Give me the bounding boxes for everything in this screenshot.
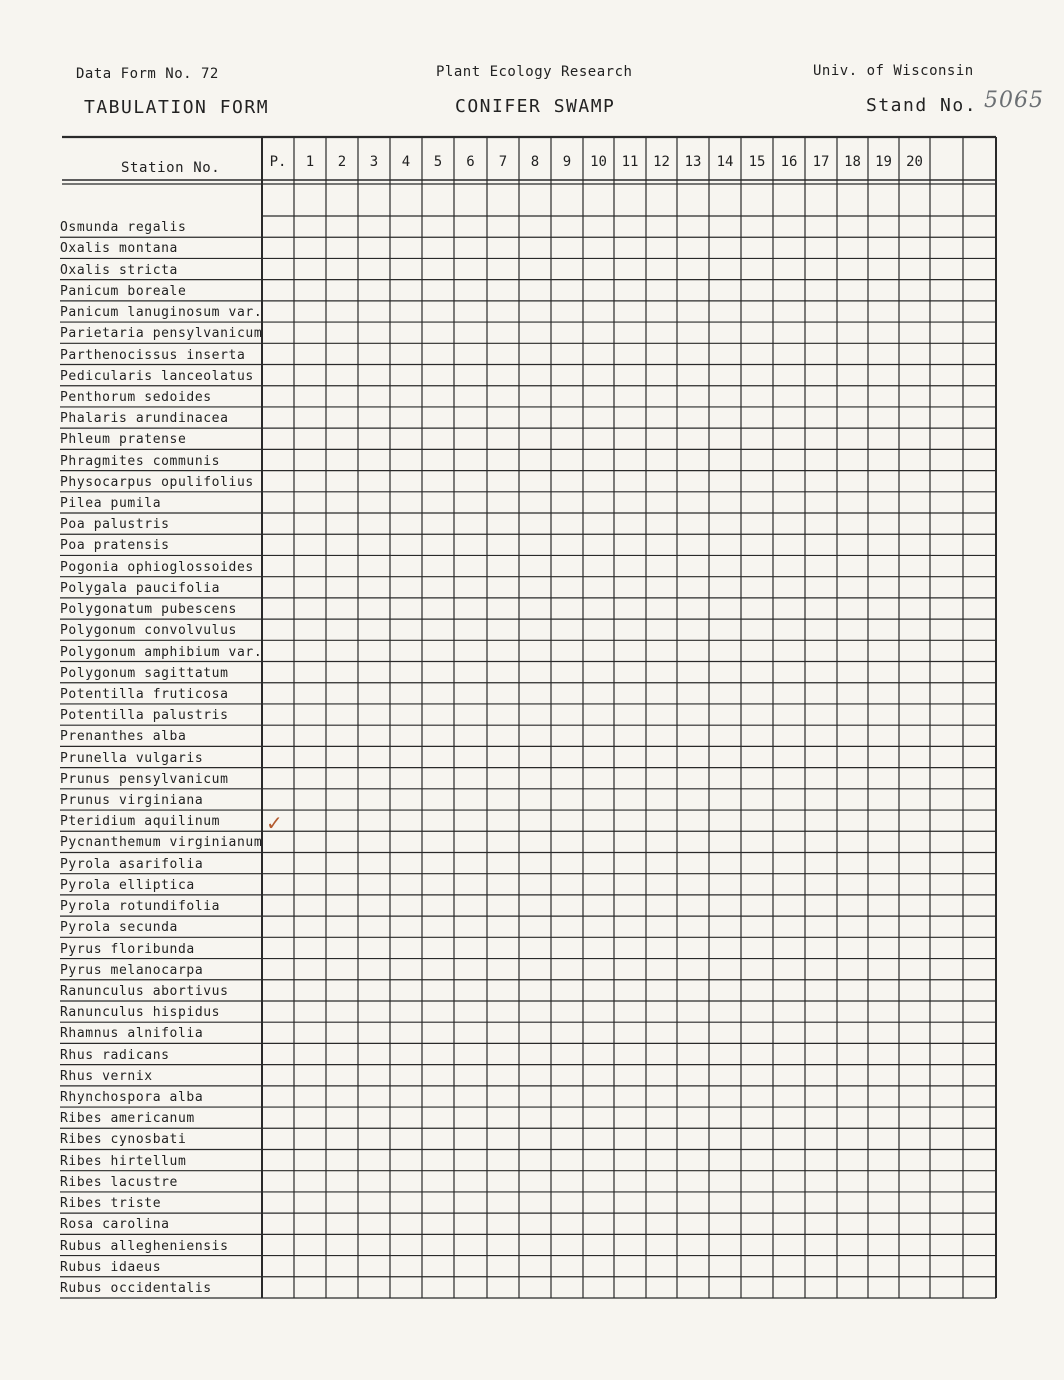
species-name: Polygonum sagittatum	[60, 665, 229, 681]
species-name: Panicum boreale	[60, 283, 187, 299]
university-name: Univ. of Wisconsin	[813, 63, 974, 79]
column-header: P.	[269, 154, 287, 170]
species-name: Osmunda regalis	[60, 220, 187, 236]
species-name: Pteridium aquilinum	[60, 814, 221, 830]
column-header: 8	[530, 154, 540, 170]
column-header: 14	[716, 154, 734, 170]
species-name: Oxalis montana	[60, 241, 178, 257]
species-name: Pyrus floribunda	[60, 941, 195, 957]
column-header: 16	[780, 154, 798, 170]
species-name: Ribes triste	[60, 1196, 162, 1212]
column-header: 17	[812, 154, 830, 170]
species-name: Pedicularis lanceolatus	[60, 368, 254, 384]
species-name: Poa palustris	[60, 517, 170, 533]
species-name: Rubus idaeus	[60, 1259, 162, 1275]
species-name: Prunella vulgaris	[60, 750, 204, 766]
species-name: Phragmites communis	[60, 453, 221, 469]
species-name: Prenanthes alba	[60, 729, 187, 745]
column-header: 2	[337, 154, 347, 170]
species-name: Rhus radicans	[60, 1047, 170, 1063]
species-name: Rhynchospora alba	[60, 1090, 204, 1106]
species-name: Rhus vernix	[60, 1068, 153, 1084]
column-header: 15	[748, 154, 766, 170]
species-name: Polygonum convolvulus	[60, 623, 237, 639]
form-number: Data Form No. 72	[76, 66, 219, 82]
column-header: 12	[653, 154, 670, 170]
species-name: Ribes cynosbati	[60, 1132, 187, 1148]
column-header: 10	[590, 154, 607, 170]
stand-number-handwritten[interactable]: 5065	[984, 88, 1044, 113]
column-header: 3	[369, 154, 379, 170]
check-mark[interactable]: ✓	[266, 811, 283, 836]
species-name: Ribes americanum	[60, 1111, 195, 1127]
species-name: Pyrola secunda	[60, 920, 178, 936]
species-name: Pyrus melanocarpa	[60, 962, 204, 978]
species-name: Pyrola elliptica	[60, 877, 195, 893]
species-name: Pyrola asarifolia	[60, 856, 204, 872]
species-name: Rubus allegheniensis	[60, 1238, 229, 1254]
column-header: 19	[875, 154, 892, 170]
species-name: Ranunculus hispidus	[60, 1005, 221, 1021]
species-name: Rosa carolina	[60, 1217, 170, 1233]
stand-label: Stand No.	[866, 95, 978, 116]
species-name: Pyrola rotundifolia	[60, 899, 221, 915]
species-name: Polygonatum pubescens	[60, 602, 237, 618]
research-title: Plant Ecology Research	[436, 64, 633, 80]
species-name: Polygala paucifolia	[60, 580, 221, 596]
species-name: Penthorum sedoides	[60, 389, 212, 405]
species-name: Rhamnus alnifolia	[60, 1026, 204, 1042]
column-header: 11	[621, 154, 639, 170]
column-header: 18	[844, 154, 861, 170]
species-name: Parietaria pensylvanicum	[60, 326, 263, 342]
species-name: Ribes lacustre	[60, 1174, 178, 1190]
column-header: 1	[305, 154, 315, 170]
station-number-label: Station No.	[121, 160, 221, 176]
column-header: 6	[466, 154, 475, 170]
form-title: TABULATION FORM	[84, 97, 270, 118]
species-name: Phalaris arundinacea	[60, 411, 229, 427]
species-name: Parthenocissus inserta	[60, 347, 246, 363]
species-name: Prunus pensylvanicum	[60, 771, 229, 787]
species-name: Ranunculus abortivus	[60, 983, 229, 999]
species-name: Ribes hirtellum	[60, 1153, 187, 1169]
community-title: CONIFER SWAMP	[455, 96, 616, 117]
species-name: Polygonum amphibium var.	[60, 644, 263, 660]
column-header: 5	[433, 154, 443, 170]
species-name: Oxalis stricta	[60, 262, 178, 278]
species-name: Poa pratensis	[60, 538, 170, 554]
column-header: 20	[906, 154, 923, 170]
species-name: Potentilla palustris	[60, 708, 229, 724]
species-name: Pycnanthemum virginianum	[60, 835, 263, 851]
column-header: 13	[684, 154, 702, 170]
species-name: Panicum lanuginosum var.	[60, 305, 263, 321]
column-header: 4	[401, 154, 411, 170]
species-name: Prunus virginiana	[60, 793, 204, 809]
species-name: Potentilla fruticosa	[60, 686, 229, 702]
species-name: Physocarpus opulifolius	[60, 474, 254, 490]
species-name: Pogonia ophioglossoides	[60, 559, 254, 575]
column-header: 7	[498, 154, 508, 170]
species-name: Pilea pumila	[60, 496, 162, 512]
species-name: Phleum pratense	[60, 432, 187, 448]
column-header: 9	[562, 154, 572, 170]
species-name: Rubus occidentalis	[60, 1281, 212, 1296]
